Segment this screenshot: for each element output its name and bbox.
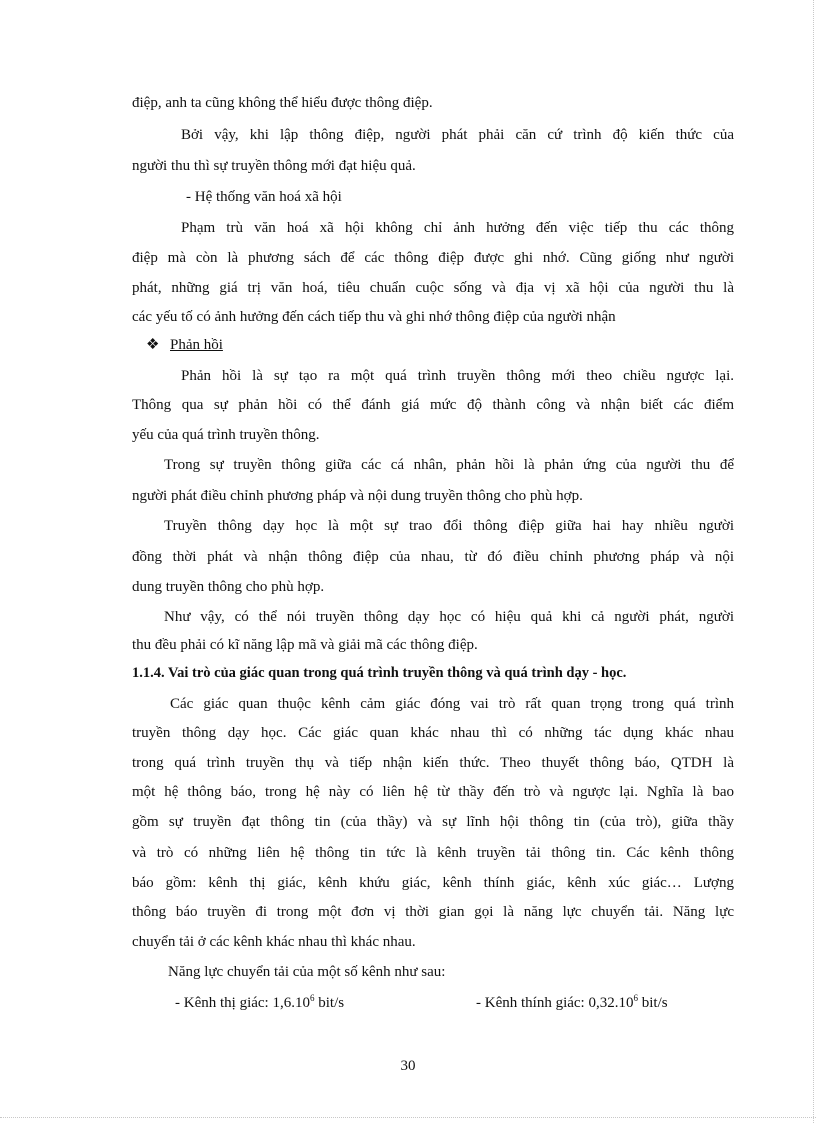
paragraph-line: điệp, anh ta cũng không thể hiểu được thông điệp. xyxy=(132,95,433,111)
page-number: 30 xyxy=(400,1058,416,1074)
channel-visual xyxy=(175,992,344,1014)
paragraph-line: truyền thông dạy học. Các giác quan khác nhau thì có những tác dụng khác nhau xyxy=(132,725,734,741)
paragraph-line: và trò có những liên hệ thông tin tức là kênh truyền tải thông tin. Các kênh thông xyxy=(132,845,734,861)
page-border-right xyxy=(813,0,814,1123)
paragraph-line: trong quá trình truyền thụ và tiếp nhận kiến thức. Theo thuyết thông báo, QTDH là xyxy=(132,755,734,771)
paragraph-line: đồng thời phát và nhận thông điệp của nhau, từ đó điều chỉnh phương pháp và nội xyxy=(132,549,734,565)
heading-feedback: Phản hồi xyxy=(170,337,223,353)
section-heading: 1.1.4. Vai trò của giác quan trong quá trình truyền thông và quá trình dạy - học. xyxy=(132,665,627,681)
channel-auditory-unit: bit/s xyxy=(637,995,668,1011)
paragraph-line: dung truyền thông cho phù hợp. xyxy=(132,579,325,595)
paragraph-line: thông báo truyền đi trong một đơn vị thời gian gọi là năng lực chuyển tải. Năng lực xyxy=(132,904,734,920)
subheading-culture: - Hệ thống văn hoá xã hội xyxy=(186,189,342,205)
channel-visual-exponent: 6 xyxy=(309,993,315,1003)
paragraph-line: Phạm trù văn hoá xã hội không chỉ ảnh hưởng đến việc tiếp thu các thông xyxy=(181,220,734,236)
channel-auditory xyxy=(476,992,668,1014)
paragraph-line: Trong sự truyền thông giữa các cá nhân, phản hồi là phản ứng của người thu để xyxy=(164,457,734,473)
page-border-bottom xyxy=(0,1117,816,1118)
paragraph-line: một hệ thông báo, trong hệ này có liên hệ từ thầy đến trò và ngược lại. Nghĩa là bao xyxy=(132,784,734,800)
channel-auditory-label: - Kênh thính giác: 0,32.10 xyxy=(476,995,634,1011)
paragraph-line: người phát điều chỉnh phương pháp và nội dung truyền thông cho phù hợp. xyxy=(132,488,583,504)
paragraph-line: các yếu tố có ảnh hưởng đến cách tiếp thu và ghi nhớ thông điệp của người nhận xyxy=(132,309,616,325)
paragraph-line: Các giác quan thuộc kênh cảm giác đóng vai trò rất quan trọng trong quá trình xyxy=(170,696,734,712)
paragraph-line: phát, những giá trị văn hoá, tiêu chuẩn cuộc sống và địa vị xã hội của người thu là xyxy=(132,280,734,296)
paragraph-line: Như vậy, có thể nói truyền thông dạy học có hiệu quả khi cả người phát, người xyxy=(164,609,734,625)
channel-auditory-exponent: 6 xyxy=(633,993,638,1003)
channel-visual-label: - Kênh thị giác: 1,6.10 xyxy=(175,995,310,1011)
paragraph-line: điệp mà còn là phương sách để các thông điệp được ghi nhớ. Cũng giống như người xyxy=(132,250,734,266)
paragraph-line: yếu của quá trình truyền thông. xyxy=(132,427,320,443)
paragraph-line: Bởi vậy, khi lập thông điệp, người phát phải căn cứ trình độ kiến thức của xyxy=(181,127,734,143)
channel-visual-unit: bit/s xyxy=(314,995,345,1011)
paragraph-line: thu đều phải có kĩ năng lập mã và giải mã các thông điệp. xyxy=(132,637,478,653)
paragraph-line: Thông qua sự phản hồi có thể đánh giá mức độ thành công và nhận biết các điểm xyxy=(132,397,734,413)
paragraph-line: Phản hồi là sự tạo ra một quá trình truyền thông mới theo chiều ngược lại. xyxy=(181,368,734,384)
paragraph-line: Truyền thông dạy học là một sự trao đổi thông điệp giữa hai hay nhiều người xyxy=(164,518,734,534)
paragraph-line: gồm sự truyền đạt thông tin (của thầy) và sự lĩnh hội thông tin (của trò), giữa thầy xyxy=(132,814,734,830)
diamond-bullet-icon: ❖ xyxy=(146,337,160,353)
paragraph-line: Năng lực chuyển tải của một số kênh như sau: xyxy=(168,964,446,980)
paragraph-line: người thu thì sự truyền thông mới đạt hiệu quả. xyxy=(132,158,416,174)
paragraph-line: chuyển tải ở các kênh khác nhau thì khác nhau. xyxy=(132,934,416,950)
paragraph-line: báo gồm: kênh thị giác, kênh khứu giác, kênh thính giác, kênh xúc giác… Lượng xyxy=(132,875,734,891)
